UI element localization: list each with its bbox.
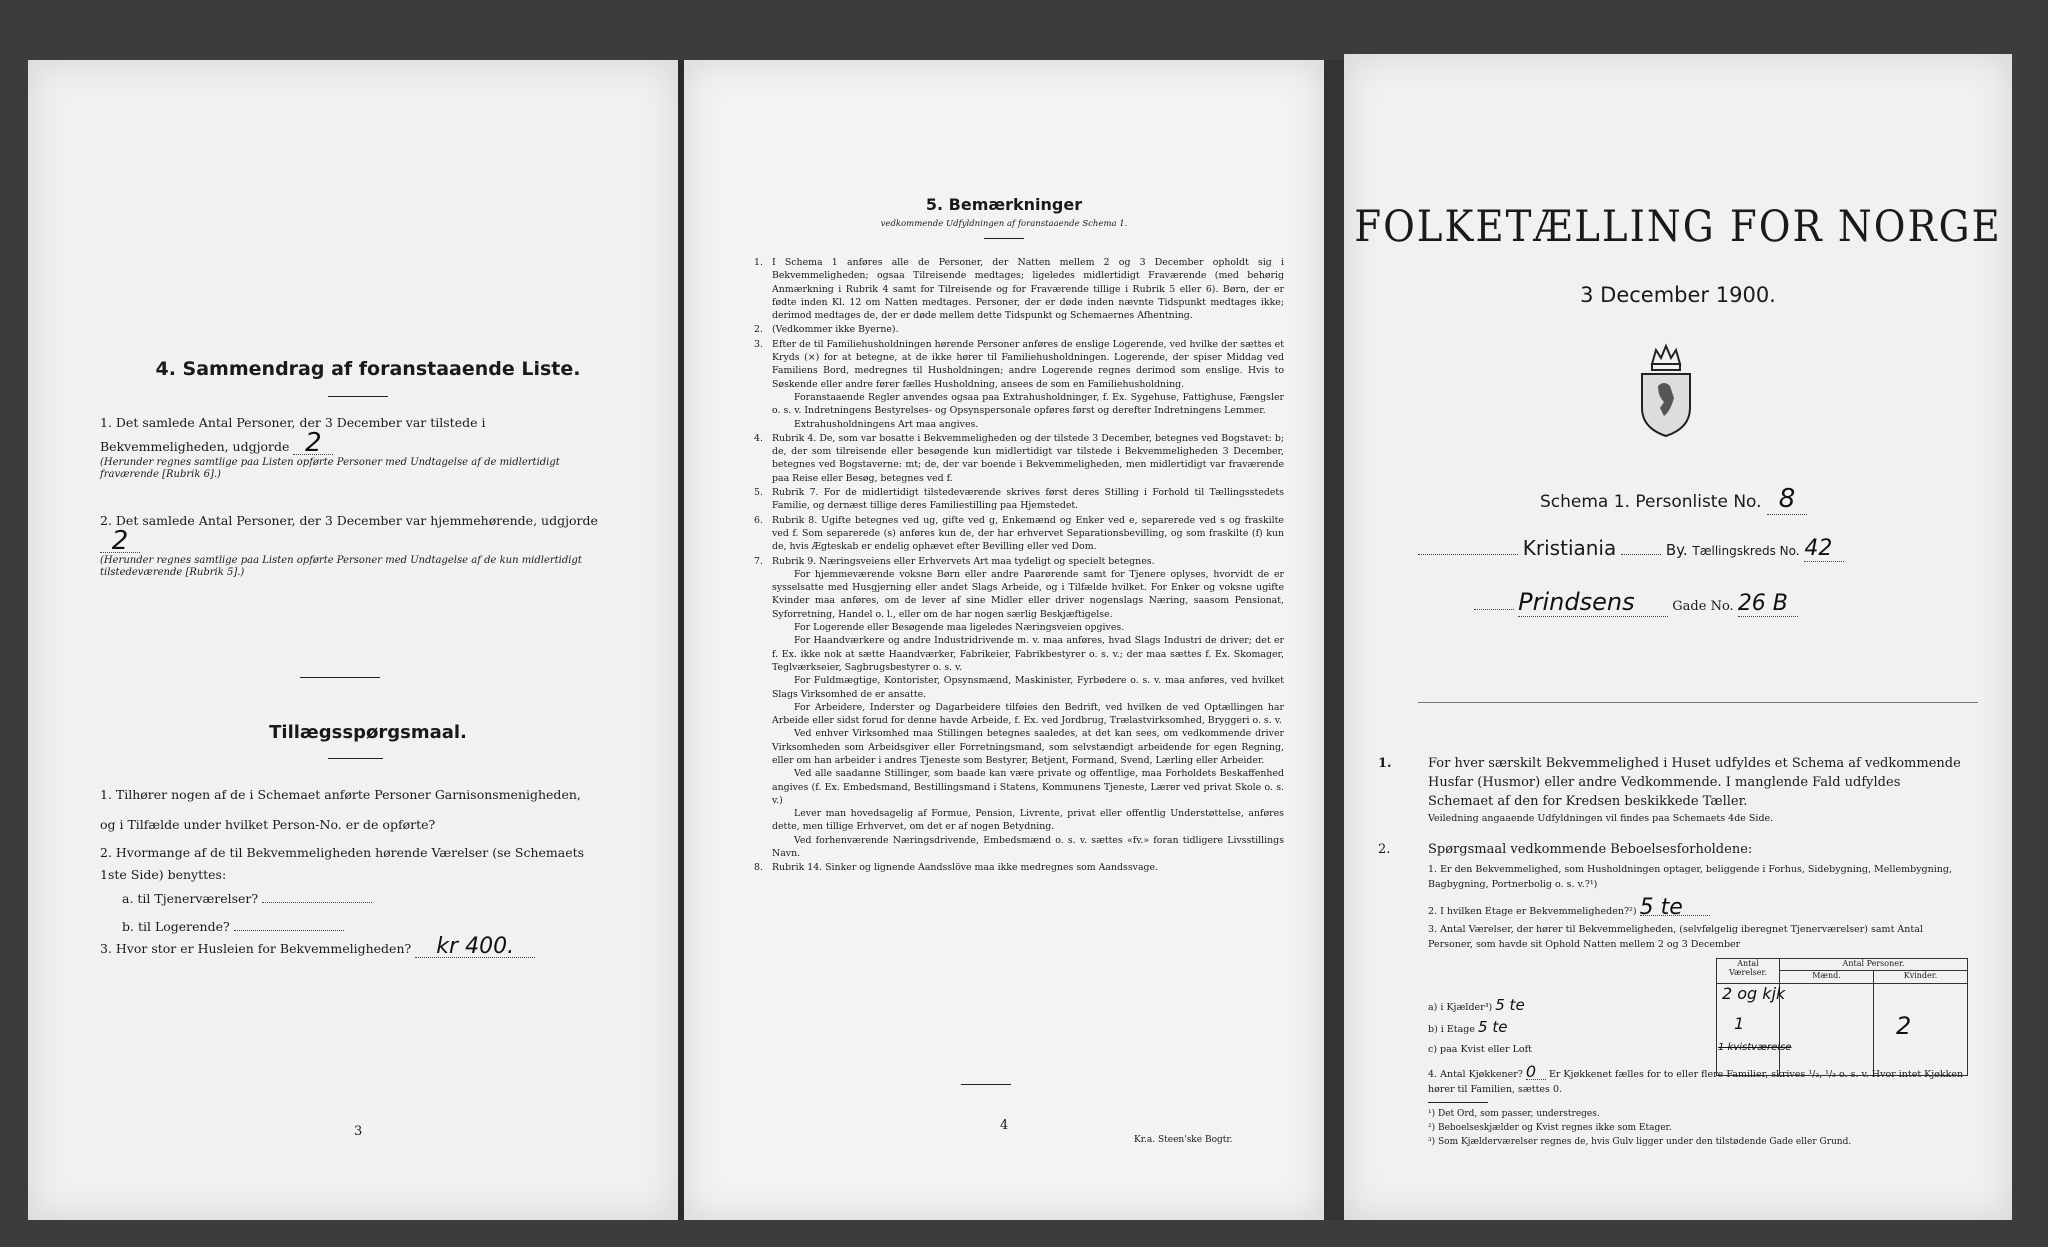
kreds-number: 42 xyxy=(1804,536,1844,562)
remarks-list xyxy=(754,256,1284,876)
remark-paragraph: Rubrik 4. De, som var bosatte i Bekvemmeligheden og der tilstede 3 December, betegnes ved Bogstavet: b; de, der som tilreisende eller besøgende kun midlertidigt var tilstede i Bekvemmeligheden 3 December, betegnes ved Bogstaverne: mt; de, der var boende i Bekvemmeligheden, men midlertidigt var fraværende paa Reise eller Besøg, betegnes ved f. xyxy=(772,432,1284,484)
remark-paragraph: Foranstaaende Regler anvendes ogsaa paa Extrahusholdninger, f. Ex. Sygehuse, Fattighuse, Fængsler o. s. v. Indretningens Bestyrelses- og Opsynspersonale opføres først og derefter Indretningens Lemmer. xyxy=(772,391,1284,417)
row-kjaelder xyxy=(1428,998,1688,1015)
question-2-4-text: Er Kjøkkenet fælles for to eller flere Familier, skrives ¹/₂, ¹/₃ o. s. v. Hvor intet Kjøkken hører til Familien, sættes 0. xyxy=(1428,1069,1964,1095)
instruction-1-note: Veiledning angaaende Udfyldningen vil findes paa Schemaets 4de Side. xyxy=(1428,813,1774,824)
remark-number: 7. xyxy=(754,555,763,567)
instruction-2 xyxy=(1378,840,1968,859)
instruction-1 xyxy=(1378,754,1968,826)
question-2-4 xyxy=(1428,1064,1978,1097)
remark-paragraph: Efter de til Familiehusholdningen hørende Personer anføres de enslige Logerende, ved hvilke der sættes et Kryds (×) for at betegne, at de ikke hører til Familiehusholdningen. Logerende, der spiser Middag ved Familiens Bord, medregnes til Husholdningen; andre Logerende regnes derimod som enslige. Hvis to Søskende eller andre fører fælles Husholdning, ansees de som en Familiehusholdning. xyxy=(772,338,1284,390)
remark-paragraph: Rubrik 14. Sinker og lignende Aandsslöve maa ikke medregnes som Aandssvage. xyxy=(772,862,1159,874)
remarks-subtitle: vedkommende Udfyldningen af foranstaaende Schema 1. xyxy=(880,219,1128,229)
divider xyxy=(1428,1102,1488,1103)
remark-item xyxy=(754,256,1284,322)
blank-line xyxy=(1621,554,1661,555)
remark-paragraph: For Arbeidere, Inderster og Dagarbeidere tilføies den Bedrift, ved hvilken de ved Optællingen har Arbeide eller sidst forud for denne havde Arbeide, f. Ex. ved Jordbrug, Trælastvirksomhed, Bryggeri o. s. v. xyxy=(772,701,1284,727)
summary-item-1 xyxy=(100,412,600,481)
divider xyxy=(984,238,1024,239)
question-2-3: 3. Antal Værelser, der hører til Bekvemmeligheden, (selvfølgelig iberegnet Tjenerværelser) samt Antal Personer, som havde sit Ophold Natten mellem 2 og 3 December xyxy=(1428,924,1923,950)
remark-item xyxy=(754,861,1284,874)
census-title: FOLKETÆLLING FOR NORGE xyxy=(1354,202,2002,252)
rooms-etage: 1 xyxy=(1734,1014,1745,1033)
remark-item xyxy=(754,323,1284,336)
page-number: 3 xyxy=(354,1124,363,1139)
remark-number: 2. xyxy=(754,324,763,336)
page-number: 4 xyxy=(1000,1118,1009,1133)
personliste-number: 8 xyxy=(1767,484,1807,515)
remark-number: 3. xyxy=(754,338,763,350)
summary-item-1-note: (Herunder regnes samtlige paa Listen opførte Personer med Undtagelse af de midlertidigt fraværende [Rubrik 6].) xyxy=(100,457,560,480)
street-name: Prindsens xyxy=(1518,588,1668,617)
remark-paragraph: For Fuldmægtige, Kontorister, Opsynsmænd, Maskinister, Fyrbødere o. s. v. maa anføres, ved hvilket Slags Virksomhed de er ansatte. xyxy=(772,675,1284,700)
blank-line xyxy=(234,930,344,931)
left-page xyxy=(28,60,678,1220)
schema-label: Schema 1. Personliste No. xyxy=(1540,492,1762,512)
tillaeg-q2a xyxy=(122,888,622,909)
rooms-kjaelder: 2 og kjk xyxy=(1722,984,1786,1003)
summary-item-2-text: 2. Det samlede Antal Personer, der 3 December var hjemmehørende, udgjorde xyxy=(100,513,598,528)
tillaeg-q2a-label: a. til Tjenerværelser? xyxy=(122,891,259,906)
remark-number: 8. xyxy=(754,862,763,874)
question-2-2 xyxy=(1428,895,1968,920)
footnote-2: ²) Beboelseskjælder og Kvist regnes ikke som Etager. xyxy=(1428,1123,1672,1133)
instruction-1-num: 1. xyxy=(1378,756,1392,771)
schema-line xyxy=(1540,484,1807,515)
by-label: By. xyxy=(1665,541,1688,559)
city-name: Kristiania xyxy=(1522,536,1617,560)
question-2-2-text: 2. I hvilken Etage er Bekvemmeligheden?²) xyxy=(1428,906,1637,917)
tillaeg-title: Tillægsspørgsmaal. xyxy=(269,722,467,743)
remark-paragraph: Rubrik 7. For de midlertidigt tilstedeværende skrives først deres Stilling i Forhold til Tællingsstedets Familie, og dernæst tillige deres Familiestilling paa Hjemstedet. xyxy=(772,487,1284,512)
row-etage-label: b) i Etage xyxy=(1428,1024,1475,1035)
divider xyxy=(961,1084,1011,1085)
divider xyxy=(300,677,380,678)
divider xyxy=(1873,983,1874,1075)
instruction-2-num: 2. xyxy=(1378,842,1391,857)
divider xyxy=(328,758,383,759)
tillaeg-q2: 2. Hvormange af de til Bekvemmeligheden hørende Værelser (se Schemaets 1ste Side) benyttes: xyxy=(100,845,585,882)
summary-item-1-text: 1. Det samlede Antal Personer, der 3 December var tilstede i Bekvemmeligheden, udgjorde xyxy=(100,415,486,454)
remark-paragraph: For hjemmeværende voksne Børn eller andre Paarørende samt for Tjenere oplyses, hvorvidt de er sysselsatte med Husgjerning eller andet Slags Arbeide, og i Tilfælde hvilket. For Enker og voksne ugifte Kvinder maa anføres, om de lever af sine Midler eller driver nogenslags Næring, saasom Pensionat, Syforretning, Handel o. l., eller om de har nogen særlig Beskjæftigelse. xyxy=(772,568,1284,620)
remark-paragraph: Extrahusholdningens Art maa angives. xyxy=(794,418,979,430)
row-kjaelder-hand: 5 te xyxy=(1495,996,1525,1014)
rent-value: kr 400. xyxy=(415,936,535,958)
remark-number: 6. xyxy=(754,514,763,526)
rooms-kvist: 1 kvistværelse xyxy=(1718,1042,1792,1053)
divider xyxy=(1418,702,1978,703)
blank-line xyxy=(1418,554,1518,555)
remark-item xyxy=(754,514,1284,554)
remark-paragraph: Rubrik 8. Ugifte betegnes ved ug, gifte ved g, Enkemænd og Enker ved e, separerede ved s og fraskilte ved f. Som separerede (s) anføres kun de, der har erhvervet Separationsbevilling, og som fraskilte (f) kun de, hvis Ægteskab er endelig ophævet efter Bevilling eller ved Dom. xyxy=(772,514,1284,553)
gade-number: 26 B xyxy=(1738,591,1798,617)
row-kvist: c) paa Kvist eller Loft xyxy=(1428,1044,1532,1055)
footnote-1: ¹) Det Ord, som passer, understreges. xyxy=(1428,1109,1600,1119)
remark-number: 5. xyxy=(754,487,763,499)
page-gutter xyxy=(1324,60,1344,1220)
remark-item xyxy=(754,432,1284,485)
summary-item-1-value: 2 xyxy=(293,433,333,455)
remark-paragraph: Lever man hovedsagelig af Formue, Pension, Livrente, privat eller offentlig Understøttelse, anføres dette, men tillige Erhvervet, om det er af nogen Betydning. xyxy=(772,808,1284,833)
tillaeg-q3-label: 3. Hvor stor er Husleien for Bekvemmeligheden? xyxy=(100,941,412,956)
instruction-2-text: Spørgsmaal vedkommende Beboelsesforholdene: xyxy=(1428,842,1753,857)
remark-paragraph: For Logerende eller Besøgende maa ligeledes Næringsveien opgives. xyxy=(794,622,1125,634)
remark-paragraph: Ved forhenværende Næringsdrivende, Embedsmænd o. s. v. sættes «fv.» foran tidligere Livsstillings Navn. xyxy=(772,834,1284,860)
instruction-1-text: For hver særskilt Bekvemmelighed i Huset udfyldes et Schema af vedkommende Husfar (Husmor) eller andre Vedkommende. I manglende Fald udfyldes Schemaet af den for Kredsen beskikkede Tæller. xyxy=(1428,756,1961,809)
printer-imprint: Kr.a. Steen'ske Bogtr. xyxy=(1134,1135,1233,1145)
remarks-title: 5. Bemærkninger xyxy=(925,195,1083,214)
summary-title: 4. Sammendrag af foranstaaende Liste. xyxy=(155,358,581,380)
summary-item-2 xyxy=(100,510,600,579)
table-header-persons: Antal Personer. xyxy=(1780,959,1967,971)
etage-value: 5 te xyxy=(1640,900,1710,916)
rooms-table xyxy=(1716,958,1968,1076)
question-2-1: 1. Er den Bekvemmelighed, som Husholdningen optager, beliggende i Forhus, Sidebygning, Mellembygning, Bagbygning, Portnerbolig o. s. v.?¹) xyxy=(1428,864,1953,890)
blank-line xyxy=(1474,609,1514,610)
table-header-men: Mænd. xyxy=(1780,971,1874,983)
remark-paragraph: I Schema 1 anføres alle de Personer, der Natten mellem 2 og 3 December opholdt sig i Bekvemmeligheden; ogsaa Tilreisende medtages; ligeledes midlertidigt Fraværende (med behørig Anmærkning i Rubrik 4 samt for Tilreisende og for Fraværende tillige i Rubrik 5 eller 6). Børn, der er fødte inden Kl. 12 om Natten medtages. Personer, der er døde inden nævnte Tidspunkt medtages ikke; derimod medtages de, der er døde mellem dette Tidspunkt og Schemaernes Afhentning. xyxy=(772,257,1284,322)
remark-number: 1. xyxy=(754,257,763,268)
remark-paragraph: For Haandværkere og andre Industridrivende m. v. maa anføres, hvad Slags Industri de driver; det er f. Ex. ikke nok at sætte Haandværker, Fabrikeier, Fabrikbestyrer o. s. v.; der maa sættes f. Ex. Skomager, Teglværkseier, Sagbrugsbestyrer o. s. v. xyxy=(772,635,1284,673)
footnote-3: ³) Som Kjælderværelser regnes de, hvis Gulv ligger under den tilstødende Gade eller Grund. xyxy=(1428,1137,1852,1147)
row-etage-hand: 5 te xyxy=(1478,1018,1508,1036)
middle-page xyxy=(684,60,1324,1220)
remark-paragraph: Rubrik 9. Næringsveiens eller Erhvervets Art maa tydeligt og specielt betegnes. xyxy=(772,555,1155,567)
right-page xyxy=(1344,54,2012,1220)
remark-item xyxy=(754,555,1284,861)
summary-item-2-value: 2 xyxy=(100,531,140,553)
location-line xyxy=(1418,536,1978,562)
tillaeg-q2b-label: b. til Logerende? xyxy=(122,919,230,934)
tillaeg-q1: 1. Tilhører nogen af de i Schemaet anførte Personer Garnisonsmenigheden, og i Tilfælde under hvilket Person-No. er de opførte? xyxy=(100,787,581,832)
census-date: 3 December 1900. xyxy=(1580,283,1776,307)
table-header-rooms: Antal Værelser. xyxy=(1717,959,1780,983)
row-etage xyxy=(1428,1020,1688,1037)
remark-item xyxy=(754,486,1284,513)
remark-paragraph: Ved alle saadanne Stillinger, som baade kan være private og offentlige, maa Forholdets Beskaffenhed angives (f. Ex. Embedsmand, Bestillingsmand i Statens, Kommunens Tjeneste, Lærer ved privat Skole o. s. v.) xyxy=(772,768,1284,806)
blank-line xyxy=(262,902,372,903)
street-line xyxy=(1474,588,1974,617)
gade-label: Gade No. xyxy=(1672,599,1734,614)
summary-item-2-note: (Herunder regnes samtlige paa Listen opførte Personer med Undtagelse af de kun midlertidigt tilstedeværende [Rubrik 5].) xyxy=(100,555,582,578)
tillaeg-q2b xyxy=(122,916,622,937)
remark-number: 4. xyxy=(754,432,763,444)
remark-item xyxy=(754,338,1284,431)
kitchen-count: 0 xyxy=(1526,1064,1546,1080)
table-header-women: Kvinder. xyxy=(1903,971,1938,980)
remark-paragraph: (Vedkommer ikke Byerne). xyxy=(772,324,899,336)
question-2-4-label: 4. Antal Kjøkkener? xyxy=(1428,1069,1523,1080)
coat-of-arms-icon xyxy=(1630,342,1702,438)
tillaeg-q3 xyxy=(100,936,600,959)
kreds-label: Tællingskreds No. xyxy=(1692,544,1800,558)
row-kjaelder-label: a) i Kjælder³) xyxy=(1428,1002,1493,1013)
divider xyxy=(328,396,388,397)
remark-paragraph: Ved enhver Virksomhed maa Stillingen betegnes saaledes, at det kan sees, om vedkommende driver Virksomheden som Arbeidsgiver eller Forretningsmand, som selvstændigt arbeidende for egen Regning, eller om han arbeider i andres Tjeneste som Bestyrer, Betjent, Formand, Svend, Lærling eller Arbeider. xyxy=(772,728,1284,766)
women-etage: 2 xyxy=(1896,1012,1912,1040)
